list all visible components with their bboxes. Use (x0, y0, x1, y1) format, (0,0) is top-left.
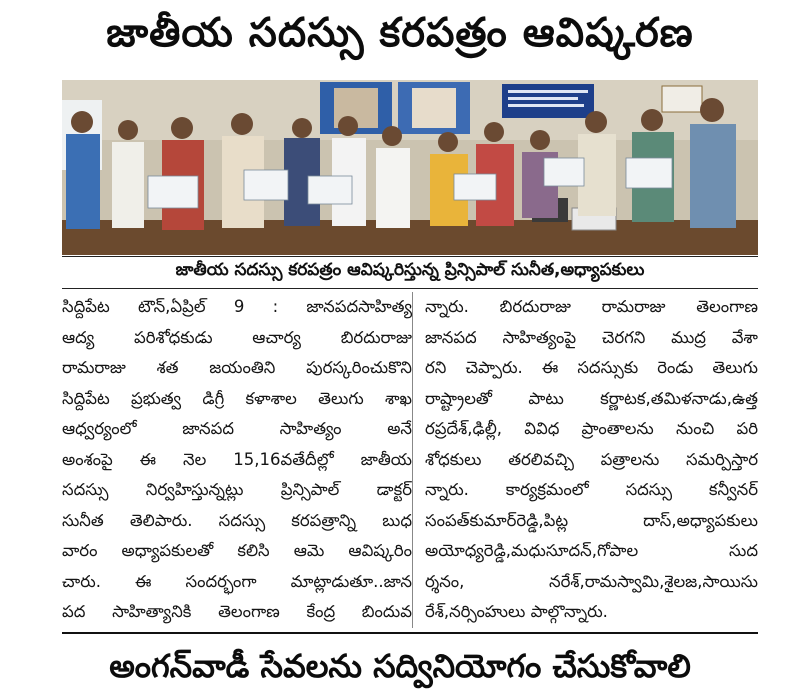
body-line: సునీత తెలిపారు. సదస్సు కరపత్రాన్ని బుధ (62, 510, 412, 530)
body-line: రామరాజు శత జయంతిని పురస్కరించుకొని (62, 358, 412, 377)
body-line: చారు. ఈ సందర్భంగా మాట్లాడుతూ..జాన (62, 571, 412, 591)
body-line: పద సాహిత్యానికి తెలంగాణ కేంద్ర బిందువ (62, 602, 412, 621)
body-line: ఆధ్వర్యంలో జానపద సాహిత్యం అనే (62, 419, 412, 438)
body-line: సదస్సు నిర్వహిస్తున్నట్లు ప్రిన్సిపాల్ డాక్టర్ (62, 480, 412, 499)
body-line: జానపద సాహిత్యంపై చెరగని ముద్ర వేశా (425, 327, 758, 347)
photo-caption: జాతీయ సదస్సు కరపత్రం ఆవిష్కరిస్తున్న ప్రిన్సిపాల్ సునీత,అధ్యాపకులు (175, 260, 645, 280)
body-line: సిద్దిపేట ప్రభుత్వ డిగ్రీ కళాశాల తెలుగు శాఖ (62, 388, 412, 408)
article-divider (62, 632, 758, 634)
body-line: సిద్దిపేట టౌన్,ఏప్రిల్ 9 : జానపదసాహిత్య (62, 297, 412, 316)
body-line: ఆద్య పరిశోధకుడు ఆచార్య బిరదురాజు (62, 327, 412, 347)
body-line: ర్శనం, నరేశ్,రామస్వామి,శైలజ,సాయిసు (425, 571, 758, 591)
body-line: వారం అధ్యాపకులతో కలిసి ఆమె ఆవిష్కరిం (62, 541, 412, 560)
wall-notice-board (502, 84, 594, 118)
body-line: అంశంపై ఈ నెల 15,16వతేదీల్లో జాతీయ (62, 449, 412, 469)
caption-bottom-rule (62, 288, 758, 289)
body-line: సంపత్‌కుమార్‌రెడ్డి,పిట్ల దాస్,అధ్యాపకులు (425, 510, 758, 530)
next-article-headline: అంగన్‌వాడీ సేవలను సద్వినియోగం చేసుకోవాలి (109, 646, 691, 685)
body-line: శోధకులు తరలివచ్చి పత్రాలను సమర్పిస్తార (425, 449, 758, 469)
body-line: రాష్ట్రాలతో పాటు కర్ణాటక,తమిళనాడు,ఉత్త (425, 388, 758, 408)
body-line: రేశ్,నర్సింహులు పాల్గొన్నారు. (425, 602, 608, 621)
body-line: అయోధ్యరెడ్డి,మధుసూదన్,గోపాల సుద (425, 541, 758, 560)
group-photo-image (62, 80, 758, 255)
article-body-right-column (412, 292, 758, 628)
group-photo-illustration (62, 80, 758, 255)
body-line: న్నారు. బిరదురాజు రామరాజు తెలంగాణ (425, 297, 758, 316)
body-line: రప్రదేశ్,ఢిల్లీ, వివిధ ప్రాంతాలను నుంచి పరి (425, 419, 758, 438)
article-headline: జాతీయ సదస్సు కరపత్రం ఆవిష్కరణ (106, 10, 694, 56)
article-body-left-column (62, 292, 412, 628)
body-line: రని చెప్పారు. ఈ సదస్సుకు రెండు తెలుగు (425, 358, 758, 377)
body-line: న్నారు. కార్యక్రమంలో సదస్సు కన్వీనర్ (425, 480, 758, 499)
